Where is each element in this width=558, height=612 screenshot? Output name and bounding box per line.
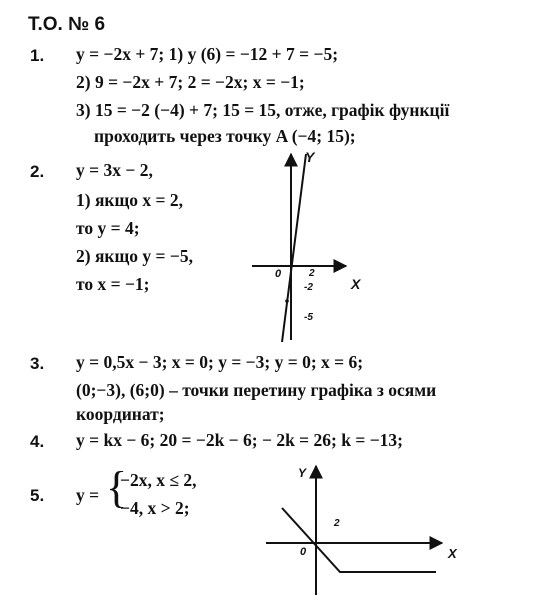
task-2-number: 2. [30, 162, 45, 181]
task-5-lhs: y = [76, 485, 100, 505]
task-5-origin-label: 0 [300, 546, 307, 558]
task-5-x-axis-label: X [448, 546, 457, 561]
task-5-brace: { [106, 463, 128, 512]
task-1-number: 1. [30, 46, 45, 65]
task-5-case-2: −4, x > 2; [120, 498, 190, 518]
task-4-number: 4. [30, 432, 45, 451]
task-1-line-1: y = −2x + 7; 1) y (6) = −12 + 7 = −5; [76, 44, 339, 64]
task-3-number: 3. [30, 354, 45, 373]
task-5-y-axis-label: Y [298, 466, 307, 480]
task-1-line-4: проходить через точку A (−4; 15); [94, 126, 356, 146]
task-2-line-5: то x = −1; [76, 274, 150, 294]
task-2-line-1: y = 3x − 2, [76, 160, 153, 180]
task-3-line-2: (0;−3), (6;0) – точки перетину графіка з осями [76, 380, 437, 400]
task-5-function-line [282, 508, 436, 572]
task-2-x-axis-label: X [351, 276, 361, 292]
task-2-y-axis-label: Y [305, 149, 315, 165]
task-5-number: 5. [30, 486, 45, 505]
task-2-tick-y-neg5: -5 [304, 312, 313, 323]
task-2-line-4: 2) якщо y = −5, [76, 246, 193, 266]
task-4-line: y = kx − 6; 20 = −2k − 6; − 2k = 26; k = −13; [76, 430, 403, 450]
page-title: Т.О. № 6 [28, 14, 106, 35]
task-5-tick-y: 2 [334, 518, 340, 529]
task-1-line-3: 3) 15 = −2 (−4) + 7; 15 = 15, отже, графік функції [76, 100, 450, 120]
task-3-line-1: y = 0,5x − 3; x = 0; y = −3; y = 0; x = 6; [76, 352, 364, 372]
task-2-line-3: то y = 4; [76, 218, 140, 238]
task-2-line-2: 1) якщо x = 2, [76, 190, 183, 210]
task-2-tick-y-neg2: -2 [304, 282, 313, 293]
task-3-line-3: координат; [76, 404, 165, 424]
task-5-case-1: −2x, x ≤ 2, [120, 470, 197, 490]
task-2-tick-x: 2 [309, 268, 315, 279]
task-1-line-2: 2) 9 = −2x + 7; 2 = −2x; x = −1; [76, 72, 305, 92]
task-2-origin-label: 0 [275, 268, 282, 280]
